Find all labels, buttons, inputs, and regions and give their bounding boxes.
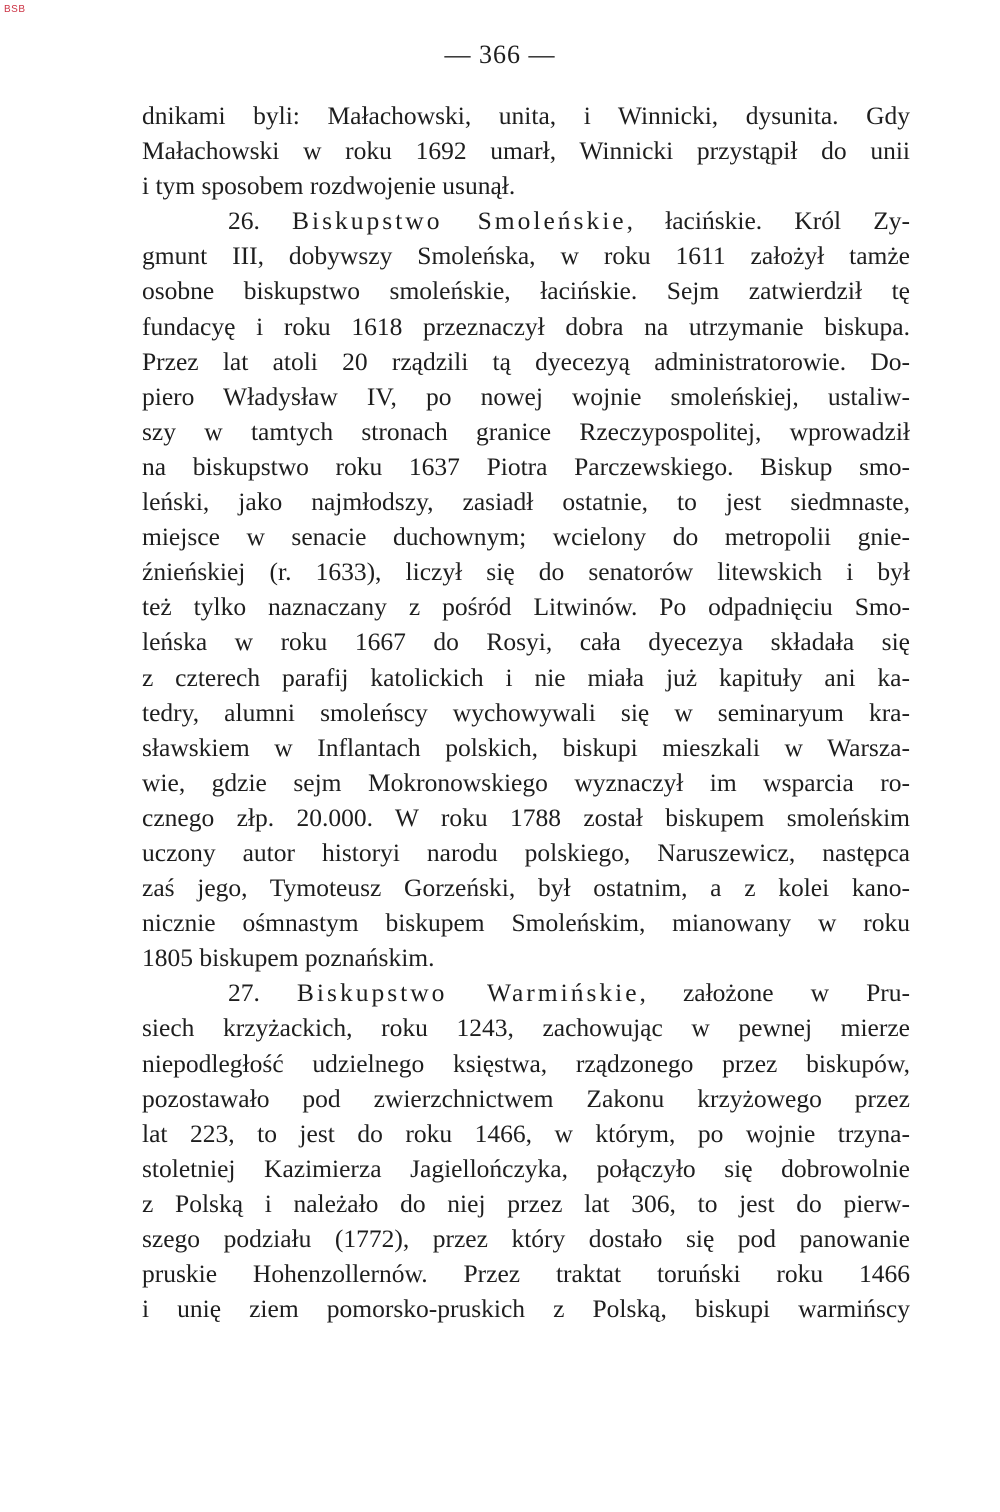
text-line: piero Władysław IV, po nowej wojnie smoleńskiej, ustaliw-: [142, 381, 910, 411]
text-line: fundacyę i roku 1618 przeznaczył dobra na utrzymanie biskupa.: [142, 311, 910, 341]
text-line: Małachowski w roku 1692 umarł, Winnicki przystąpił do unii: [142, 136, 910, 166]
text-line: z Polską i należało do niej przez lat 306, to jest do pierw-: [142, 1188, 910, 1218]
text-line: cznego złp. 20.000. W roku 1788 został biskupem smoleńskim: [142, 802, 910, 832]
text-line: lat 223, to jest do roku 1466, w którym, po wojnie trzyna-: [142, 1118, 910, 1148]
text-line: siech krzyżackich, roku 1243, zachowując w pewnej mierze: [142, 1013, 910, 1043]
text-line: osobne biskupstwo smoleńskie, łacińskie. Sejm zatwierdził tę: [142, 276, 910, 306]
text-line: stoletniej Kazimierza Jagiellończyka, połączyło się dobrowolnie: [142, 1153, 910, 1183]
text-line: pruskie Hohenzollernów. Przez traktat toruński roku 1466: [142, 1259, 910, 1289]
text-line: leńska w roku 1667 do Rosyi, cała dyecezya składała się: [142, 627, 910, 657]
body-text: [142, 98, 910, 1326]
text-line: na biskupstwo roku 1637 Piotra Parczewskiego. Biskup smo-: [142, 451, 910, 481]
text-line: uczony autor historyi narodu polskiego, Naruszewicz, następca: [142, 837, 910, 867]
text-line: zaś jego, Tymoteusz Gorzeński, był ostatnim, a z kolei kano-: [142, 873, 910, 903]
text-line: też tylko naznaczany z pośród Litwinów. Po odpadnięciu Smo-: [142, 592, 910, 622]
text-line: pozostawało pod zwierzchnictwem Zakonu krzyżowego przez: [142, 1083, 910, 1113]
page-number: — 366 —: [444, 40, 556, 69]
text-line: szego podziału (1772), przez który dostało się pod panowanie: [142, 1224, 910, 1253]
text-line: i unię ziem pomorsko-pruskich z Polską, biskupi warmińscy: [142, 1294, 910, 1324]
text-line: sławskiem w Inflantach polskich, biskupi mieszkali w Warsza-: [142, 732, 910, 762]
emphasized-heading: Biskupstwo Warmińskie: [296, 978, 640, 1008]
text-line: i tym sposobem rozdwojenie usunął.: [142, 171, 516, 201]
text-line: nicznie ośmnastym biskupem Smoleńskim, mianowany w roku: [142, 908, 910, 938]
text-line: 27. Biskupstwo Warmińskie, założone w Pru-: [228, 978, 910, 1008]
library-stamp: BSB: [4, 4, 26, 15]
text-line: niepodległość udzielnego księstwa, rządzonego przez biskupów,: [142, 1048, 910, 1078]
text-line: Przez lat atoli 20 rządzili tą dyecezyą administratorowie. Do-: [142, 346, 910, 376]
text-line: leński, jako najmłodszy, zasiadł ostatnie, to jest siedmnaste,: [142, 487, 910, 517]
text-line: źnieńskiej (r. 1633), liczył się do senatorów litewskich i był: [142, 557, 910, 587]
text-line: 1805 biskupem poznańskim.: [142, 943, 435, 973]
text-line: miejsce w senacie duchownym; wcielony do metropolii gnie-: [142, 522, 910, 552]
text-line: tedry, alumni smoleńscy wychowywali się w seminaryum kra-: [142, 697, 910, 727]
text-line: z czterech parafij katolickich i nie miała już kapituły ani ka-: [142, 662, 910, 692]
text-line: szy w tamtych stronach granice Rzeczypospolitej, wprowadził: [142, 416, 910, 446]
text-line: 26. Biskupstwo Smoleńskie, łacińskie. Król Zy-: [228, 206, 911, 236]
text-line: gmunt III, dobywszy Smoleńska, w roku 1611 założył tamże: [142, 241, 910, 271]
emphasized-heading: Biskupstwo Smoleńskie: [292, 206, 627, 236]
text-line: wie, gdzie sejm Mokronowskiego wyznaczył im wsparcia ro-: [142, 767, 910, 797]
text-line: dnikami byli: Małachowski, unita, i Winnicki, dysunita. Gdy: [142, 101, 910, 130]
